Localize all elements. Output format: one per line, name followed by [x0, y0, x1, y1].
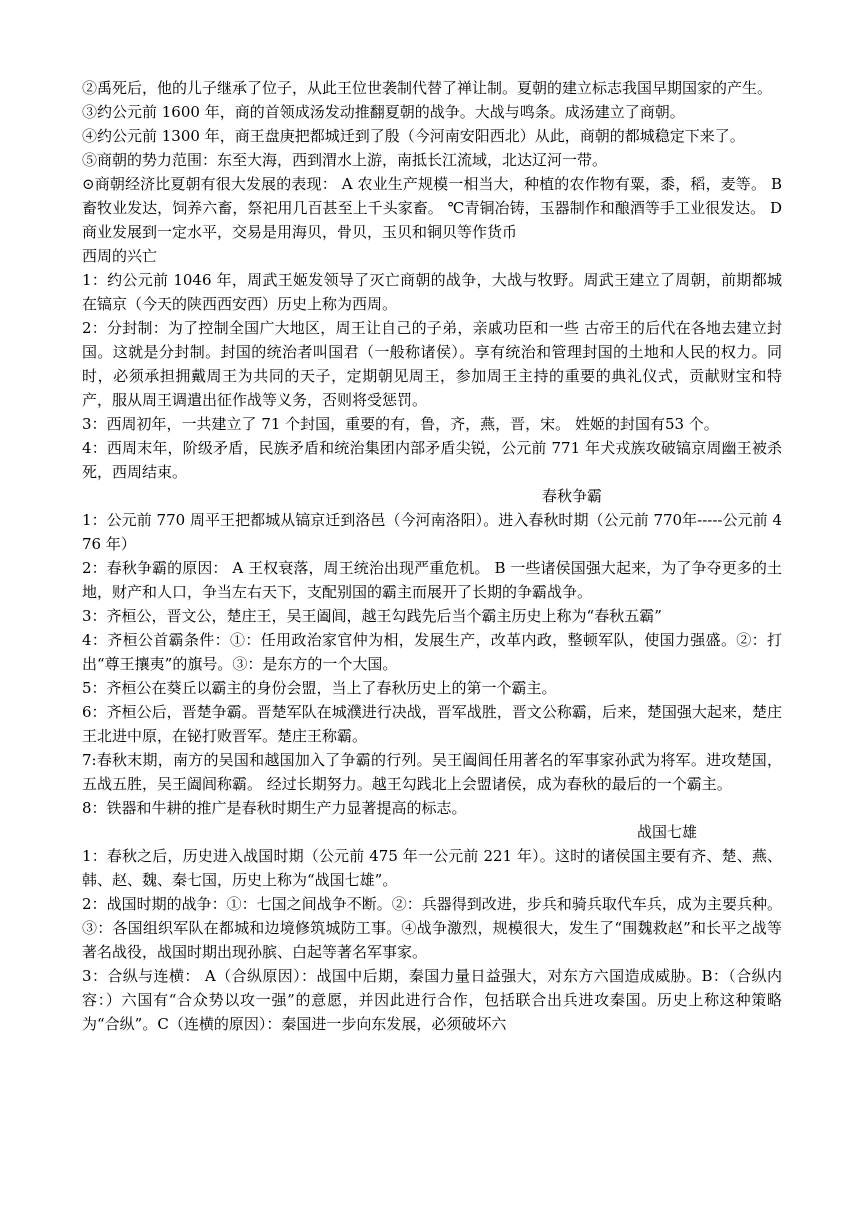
paragraph-iron-tools: 8：铁器和牛耕的推广是春秋时期生产力显著提高的标志。: [82, 799, 467, 817]
paragraph-shang-economy: ⊙商朝经济比夏朝有很大发展的表现： A 农业生产规模一相当大，种植的农作物有粟，黍，稻，麦等。 B 畜牧业发达，饲养六畜，祭祀用几百甚至上千头家畜。 ℃青铜冶铸，玉器制作和酿酒等手工业很发达。 D 商业发展到一定水平，交易是用海贝，骨贝，玉贝和铜贝等作货币: [82, 175, 782, 241]
document-page: [82, 76, 782, 1036]
paragraph-warring-states-start: 1：春秋之后，历史进入战国时期（公元前 475 年一公元前 221 年）。这时的诸侯国主要有齐、楚、燕、韩、赵、魏、秦七国，历史上称为“战国七雄”。: [82, 847, 782, 889]
paragraph-five-hegemons: 3：齐桓公，晋文公，楚庄王，吴王阖闾，越王勾践先后当个霸主历史上称为“春秋五霸”: [82, 607, 662, 625]
paragraph-zhou-end: 4：西周末年，阶级矛盾，民族矛盾和统治集团内部矛盾尖锐，公元前 771 年犬戎族攻破镐京周幽王被杀死，西周结束。: [82, 439, 782, 481]
paragraph-shang-territory: ⑤商朝的势力范围：东至大海，西到渭水上游，南抵长江流域，北达辽河一带。: [82, 151, 608, 169]
paragraph-pangeng-move: ④约公元前 1300 年，商王盘庚把都城迁到了殷（今河南安阳西北）从此，商朝的都城稳定下来了。: [82, 127, 745, 145]
paragraph-hezong-lianheng: 3：合纵与连横： A（合纵原因）：战国中后期，秦国力量日益强大，对东方六国造成威胁。B：（合纵内容：）六国有“合众势以攻一强”的意愿，并因此进行合作，包括联合出兵进攻秦国。历史上称这种策略为“合纵”。C（连横的原因）：秦国进一步向东发展，必须破坏六: [82, 967, 782, 1033]
paragraph-qi-huan-conditions: 4：齐桓公首霸条件：①：任用政治家官仲为相，发展生产，改革内政，整顿军队，使国力强盛。②：打出“尊王攘夷”的旗号。③：是东方的一个大国。: [82, 631, 782, 673]
paragraph-zhou-fiefs: 3：西周初年，一共建立了 71 个封国，重要的有，鲁，齐，燕，晋，宋。 姓姬的封国有53 个。: [82, 415, 719, 433]
paragraph-jin-chu-rivalry: 6：齐桓公后，晋楚争霸。晋楚军队在城濮进行决战，晋军战胜，晋文公称霸，后来，楚国强大起来，楚庄王北进中原，在铋打败晋军。楚庄王称霸。: [82, 703, 782, 745]
paragraph-warring-states-wars: 2：战国时期的战争：①：七国之间战争不断。②：兵器得到改进，步兵和骑兵取代车兵，成为主要兵种。③：各国组织军队在都城和边境修筑城防工事。④战争激烈，规模很大，发生了“围魏救赵”和长平之战等著名战役，战国时期出现孙膑、白起等著名军事家。: [82, 895, 782, 961]
paragraph-hegemony-causes: 2：春秋争霸的原因： A 王权衰落，周王统治出现严重危机。 B 一些诸侯国强大起来，为了争夺更多的土地，财产和人口，争当左右天下，支配别国的霸主而展开了长期的争霸战争。: [82, 559, 782, 601]
paragraph-yu-succession: ②禹死后，他的儿子继承了位子，从此王位世袭制代替了禅让制。夏朝的建立标志我国早期国家的产生。: [82, 79, 773, 97]
paragraph-fenfeng-system: 2：分封制：为了控制全国广大地区，周王让自己的子弟，亲戚功臣和一些 古帝王的后代在各地去建立封国。这就是分封制。封国的统治者叫国君（一般称诸侯）。享有统治和管理封国的土地和人民的权力。同时，必须承担拥戴周王为共同的天子，定期朝见周王，参加周王主持的重要的典礼仪式，贡献财宝和特产，服从周王调遣出征作战等义务，否则将受惩罚。: [82, 319, 782, 409]
section-heading-warring-states: 战国七雄: [636, 823, 697, 841]
paragraph-zhou-founding: 1：约公元前 1046 年，周武王姬发领导了灭亡商朝的战争，大战与牧野。周武王建立了周朝，前期都城在镐京（今天的陕西西安西）历史上称为西周。: [82, 271, 782, 313]
paragraph-kuiqiu-alliance: 5：齐桓公在葵丘以霸主的身份会盟，当上了春秋历史上的第一个霸主。: [82, 679, 557, 697]
paragraph-wu-yue: 7:春秋末期，南方的吴国和越国加入了争霸的行列。吴王阖闾任用著名的军事家孙武为将军。进攻楚国，五战五胜，吴王阖闾称霸。 经过长期努力。越王勾践北上会盟诸侯，成为春秋的最后的一个霸主。: [82, 751, 782, 793]
paragraph-shang-founding: ③约公元前 1600 年，商的首领成汤发动推翻夏朝的战争。大战与鸣条。成汤建立了商朝。: [82, 103, 685, 121]
paragraph-spring-autumn-start: 1：公元前 770 周平王把都城从镐京迁到洛邑（今河南洛阳）。进入春秋时期（公元前 770年-----公元前 476 年）: [82, 511, 782, 553]
section-heading-spring-autumn: 春秋争霸: [541, 487, 602, 505]
section-heading-western-zhou: 西周的兴亡: [82, 247, 158, 265]
